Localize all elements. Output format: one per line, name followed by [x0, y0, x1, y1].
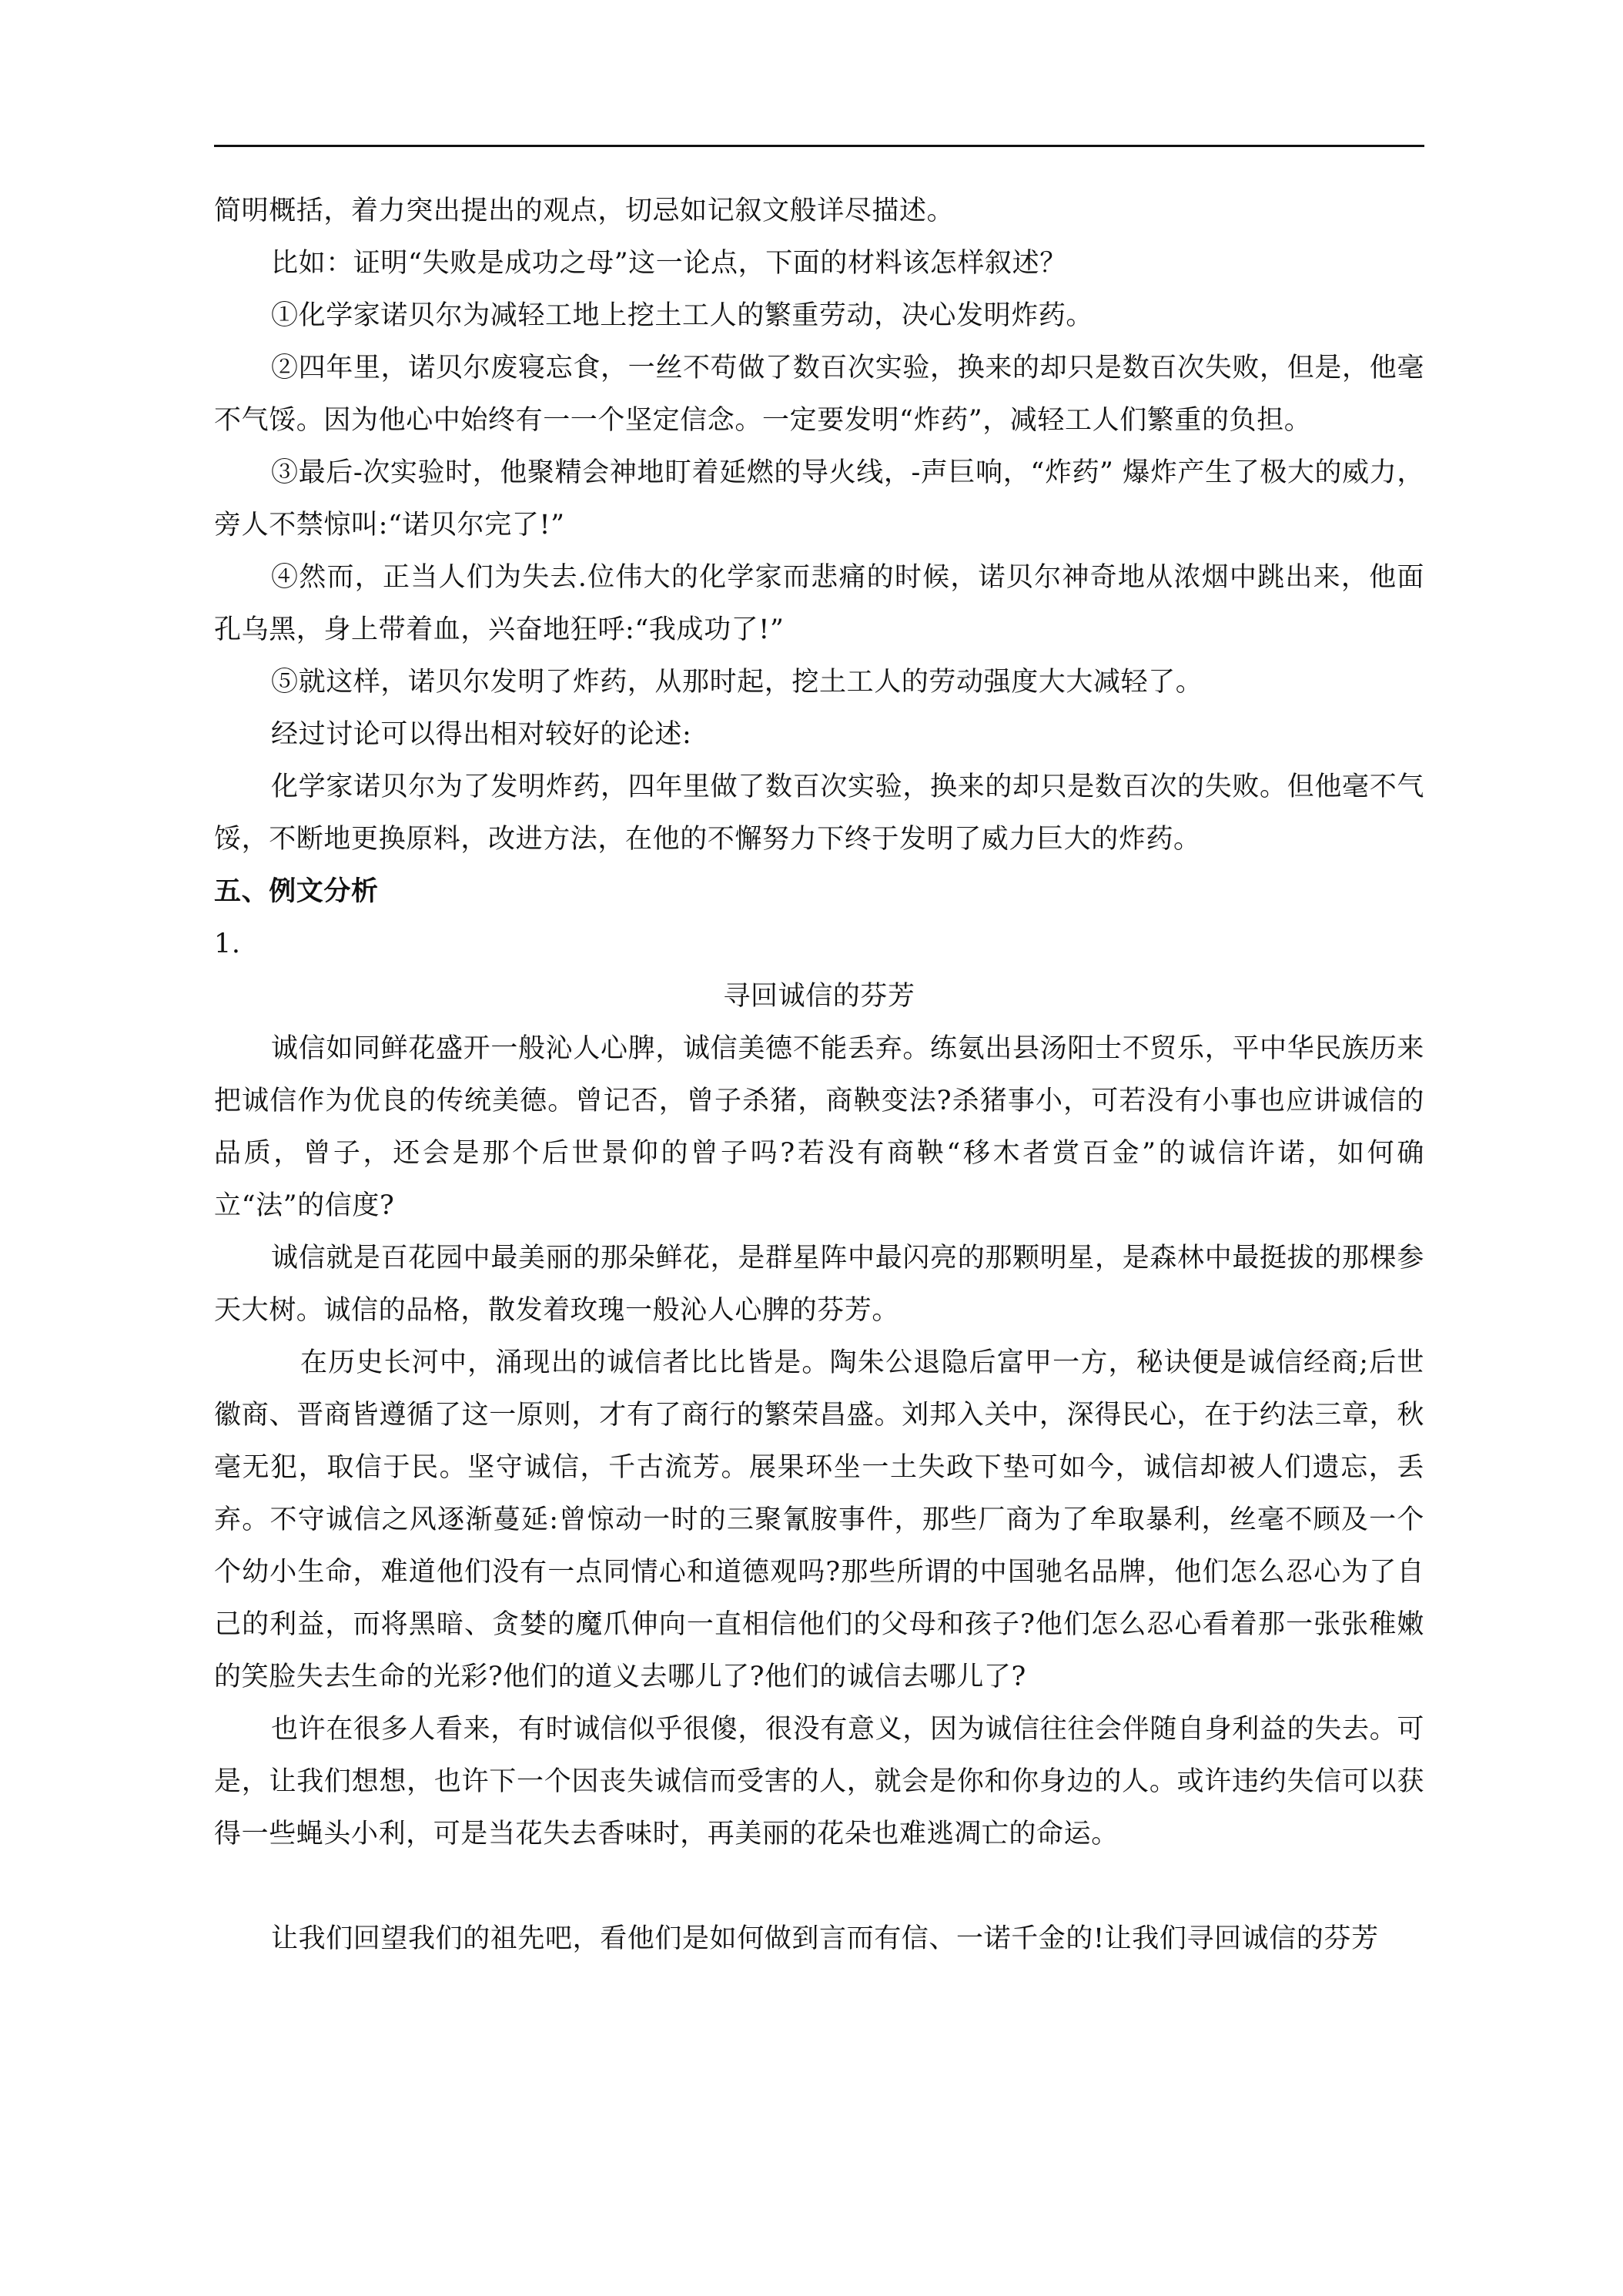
- discussion-paragraph: 经过讨论可以得出相对较好的论述:: [271, 719, 692, 750]
- essay-paragraph-3: 在历史长河中，涌现出的诚信者比比皆是。陶朱公退隐后富甲一方，秘诀便是诚信经商;后世徽商、晋商皆遵循了这一原则，才有了商行的繁荣昌盛。刘邦入关中，深得民心，在于约法三章，秋毫无犯，取信于民。坚守诚信，千古流芳。展果环坐一土失政下垫可如今，诚信却被人们遗忘，丢弃。不守诚信之风逐渐蔓延:曾惊动一时的三聚氰胺事件，那些厂商为了牟取暴利，丝毫不顾及一个个幼小生命，难道他们没有一点同情心和道德观吗?那些所谓的中国驰名品牌，他们怎么忍心为了自己的利益，而将黑暗、贪婪的魔爪伸向一直相信他们的父母和孩子?他们怎么忍心看着那一张张稚嫩的笑脸失去生命的光彩?他们的道义去哪儿了?他们的诚信去哪儿了?: [214, 1347, 1424, 1692]
- header-rule: [214, 145, 1424, 147]
- essay-paragraph-2: 诚信就是百花园中最美丽的那朵鲜花，是群星阵中最闪亮的那颗明星，是森林中最挺拔的那棵参天大树。诚信的品格，散发着玫瑰一般沁人心脾的芬芳。: [214, 1243, 1424, 1326]
- summary-paragraph: 化学家诺贝尔为了发明炸药，四年里做了数百次实验，换来的却只是数百次的失败。但他毫不气馁，不断地更换原料，改进方法，在他的不懈努力下终于发明了威力巨大的炸药。: [214, 771, 1424, 855]
- material-item-3: ③最后-次实验时，他聚精会神地盯着延燃的导火线，-声巨响，“炸药” 爆炸产生了极大的威力，旁人不禁惊叫:“诺贝尔完了!”: [214, 457, 1424, 541]
- intro-paragraph: 简明概括，着力突出提出的观点，切忌如记叙文般详尽描述。: [214, 196, 955, 226]
- material-item-5: ⑤就这样，诺贝尔发明了炸药，从那时起，挖土工人的劳动强度大大减轻了。: [271, 667, 1203, 698]
- essay-paragraph-1: 诚信如同鲜花盛开一般沁人心脾，诚信美德不能丢弃。练氨出县汤阳士不贸乐，平中华民族历来把诚信作为优良的传统美德。曾记否，曾子杀猪，商鞅变法?杀猪事小，可若没有小事也应讲诚信的品质，曾子，还会是那个后世景仰的曾子吗?若没有商鞅“移木者赏百金”的诚信许诺，如何确立“法”的信度?: [214, 1033, 1424, 1221]
- essay-title: 寻回诚信的芬芳: [723, 981, 915, 1012]
- document-body: [214, 185, 1424, 1965]
- question-paragraph: 比如：证明“失败是成功之母”这一论点，下面的材料该怎样叙述？: [271, 248, 1067, 279]
- material-item-2: ②四年里，诺贝尔废寝忘食，一丝不苟做了数百次实验，换来的却只是数百次失败，但是，他毫不气馁。因为他心中始终有一一个坚定信念。一定要发明“炸药”，减轻工人们繁重的负担。: [214, 353, 1424, 436]
- paragraph-gap: [214, 1860, 1424, 1913]
- material-item-1: ①化学家诺贝尔为减轻工地上挖土工人的繁重劳动，决心发明炸药。: [271, 300, 1094, 331]
- section-heading: 五、例文分析: [214, 876, 379, 907]
- material-item-4: ④然而，正当人们为失去.位伟大的化学家而悲痛的时候，诺贝尔神奇地从浓烟中跳出来，他面孔乌黑，身上带着血，兴奋地狂呼:“我成功了!”: [214, 562, 1424, 645]
- essay-paragraph-4: 也许在很多人看来，有时诚信似乎很傻，很没有意义，因为诚信往往会伴随自身利益的失去。可是，让我们想想，也许下一个因丧失诚信而受害的人，就会是你和你身边的人。或许违约失信可以获得一些蝇头小利，可是当花失去香味时，再美丽的花朵也难逃凋亡的命运。: [214, 1714, 1424, 1849]
- essay-paragraph-5: 让我们回望我们的祖先吧，看他们是如何做到言而有信、一诺千金的!让我们寻回诚信的芬芳: [271, 1923, 1379, 1954]
- list-number: 1.: [214, 929, 241, 959]
